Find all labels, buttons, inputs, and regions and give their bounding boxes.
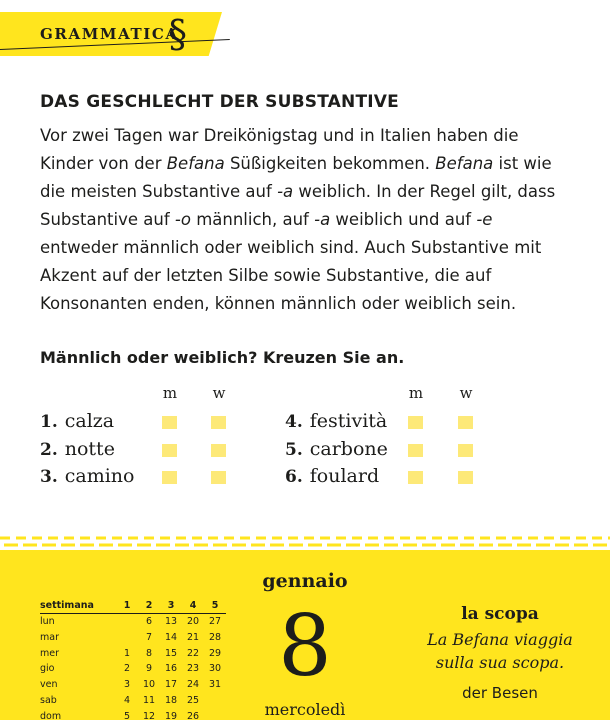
calendar-header-cell: 1 [116, 600, 138, 614]
paragraph-text: weiblich und auf [330, 210, 477, 229]
paragraph-text: Süßigkeiten bekommen. [224, 154, 436, 173]
calendar-day: 30 [208, 663, 222, 675]
calendar-day: 10 [142, 679, 156, 691]
calendar-weekday: sab [40, 694, 57, 706]
calendar-day: 17 [164, 679, 178, 691]
item-number: 1. [40, 412, 58, 432]
calendar-day: 8 [145, 647, 153, 659]
paragraph-text: ist wie die meisten Substantive auf [40, 154, 552, 201]
vocab-word: la scopa [461, 604, 539, 624]
calendar-day: 13 [164, 616, 178, 627]
calendar-day: 26 [186, 710, 200, 722]
calendar-day: 9 [145, 663, 153, 675]
item-word: carbone [309, 438, 388, 460]
paragraph-emphasis: -o [174, 210, 191, 229]
exercise-item [40, 410, 114, 432]
exercise-title: Männlich oder weiblich? Kreuzen Sie an. [40, 348, 405, 367]
exercise-item [40, 438, 115, 460]
lesson-title: DAS GESCHLECHT DER SUBSTANTIVE [40, 92, 399, 112]
calendar-day: 29 [208, 647, 222, 659]
vocab-sentence-line: La Befana viaggia [427, 630, 573, 649]
calendar-row [40, 693, 226, 709]
calendar-header-week: settimana [40, 600, 116, 614]
column-header-w: w [212, 384, 226, 402]
calendar-day: 14 [164, 631, 178, 643]
paragraph-emphasis: Befana [435, 154, 494, 173]
section-label: GRAMMATICA [40, 25, 179, 43]
paragraph-emphasis: -e [476, 210, 493, 229]
month-name: gennaio [262, 570, 348, 592]
perforation-line [0, 536, 610, 540]
calendar-day: 21 [186, 631, 200, 643]
calendar-header-cell: 4 [182, 600, 204, 614]
checkbox-w-festivita[interactable] [458, 416, 473, 429]
calendar-day: 28 [208, 631, 222, 643]
calendar-day: 12 [142, 710, 156, 722]
calendar-day: 27 [208, 616, 222, 627]
exercise-item [40, 465, 135, 487]
item-word: foulard [309, 465, 380, 487]
calendar-day: 3 [123, 679, 131, 691]
calendar-day: 4 [123, 694, 131, 706]
calendar-day: 5 [123, 710, 131, 722]
item-word: camino [64, 465, 135, 487]
calendar-day: 2 [123, 663, 131, 675]
calendar-day: 1 [123, 647, 131, 659]
calendar-weekday: dom [40, 710, 62, 722]
calendar-row [40, 677, 226, 693]
item-word: notte [64, 438, 115, 460]
item-word: festività [309, 410, 388, 432]
paragraph-text: weiblich. In der Regel gilt, dass Substantive auf [40, 182, 556, 229]
calendar-weekday: gio [40, 663, 55, 675]
month-calendar [40, 600, 226, 725]
calendar-weekday: lun [40, 616, 55, 627]
paragraph-text: entweder männlich oder weiblich sind. Auch Substantive mit Akzent auf der letzten Silbe sowie Substantive, die auf Konsonanten enden, können männlich oder weiblich sein. [40, 238, 542, 313]
item-word: calza [64, 410, 115, 432]
item-number: 5. [285, 440, 303, 460]
section-sign-icon: § [168, 12, 187, 56]
perforation-line [0, 543, 610, 547]
checkbox-m-foulard[interactable] [408, 471, 423, 484]
checkbox-w-foulard[interactable] [458, 471, 473, 484]
checkbox-m-festivita[interactable] [408, 416, 423, 429]
calendar-day: 15 [164, 647, 178, 659]
calendar-day [116, 630, 138, 646]
checkbox-w-notte[interactable] [211, 444, 226, 457]
item-number: 3. [40, 467, 58, 487]
calendar-row [40, 709, 226, 725]
paragraph-emphasis: Befana [166, 154, 225, 173]
column-header-w: w [459, 384, 473, 402]
calendar-day: 7 [145, 631, 153, 643]
item-number: 2. [40, 440, 58, 460]
column-header-m: m [408, 384, 424, 402]
day-number: 8 [278, 597, 332, 695]
calendar-day: 18 [164, 694, 178, 706]
calendar-day: 31 [208, 679, 222, 691]
calendar-weekday: ven [40, 679, 58, 691]
calendar-row [40, 630, 226, 646]
calendar-day: 22 [186, 647, 200, 659]
calendar-day: 25 [186, 694, 200, 706]
paragraph-text: Vor zwei Tagen war Dreikönigstag und in Italien haben die Kinder von der [40, 126, 519, 173]
lesson-paragraph [40, 122, 575, 318]
calendar-day: 6 [145, 616, 153, 627]
item-number: 6. [285, 467, 303, 487]
checkbox-m-camino[interactable] [162, 471, 177, 484]
calendar-day: 23 [186, 663, 200, 675]
calendar-day [116, 614, 138, 630]
checkbox-w-carbone[interactable] [458, 444, 473, 457]
calendar-weekday: mer [40, 647, 60, 659]
checkbox-m-notte[interactable] [162, 444, 177, 457]
calendar-row [40, 661, 226, 677]
calendar-row [40, 614, 226, 630]
calendar-header-row [40, 600, 226, 614]
calendar-header-cell: 3 [160, 600, 182, 614]
checkbox-w-camino[interactable] [211, 471, 226, 484]
vocab-sentence [390, 628, 610, 674]
checkbox-w-calza[interactable] [211, 416, 226, 429]
paragraph-text: männlich, auf [190, 210, 315, 229]
calendar-day: 20 [186, 616, 200, 627]
paragraph-emphasis: -a [277, 182, 294, 201]
calendar-weekday: mar [40, 631, 59, 643]
weekday-name: mercoledì [264, 700, 346, 719]
item-number: 4. [285, 412, 303, 432]
column-header-m: m [162, 384, 178, 402]
calendar-day: 24 [186, 679, 200, 691]
calendar-day: 16 [164, 663, 178, 675]
exercise-item [285, 438, 388, 460]
paragraph-emphasis: -a [314, 210, 331, 229]
calendar-header-cell: 5 [204, 600, 226, 614]
checkbox-m-carbone[interactable] [408, 444, 423, 457]
calendar-row [40, 646, 226, 662]
calendar-day: 11 [142, 694, 156, 706]
checkbox-m-calza[interactable] [162, 416, 177, 429]
calendar-header-cell: 2 [138, 600, 160, 614]
vocab-sentence-line: sulla sua scopa. [435, 653, 565, 672]
exercise-item [285, 465, 379, 487]
calendar-day: 19 [164, 710, 178, 722]
exercise-item [285, 410, 387, 432]
vocab-translation: der Besen [462, 684, 538, 702]
